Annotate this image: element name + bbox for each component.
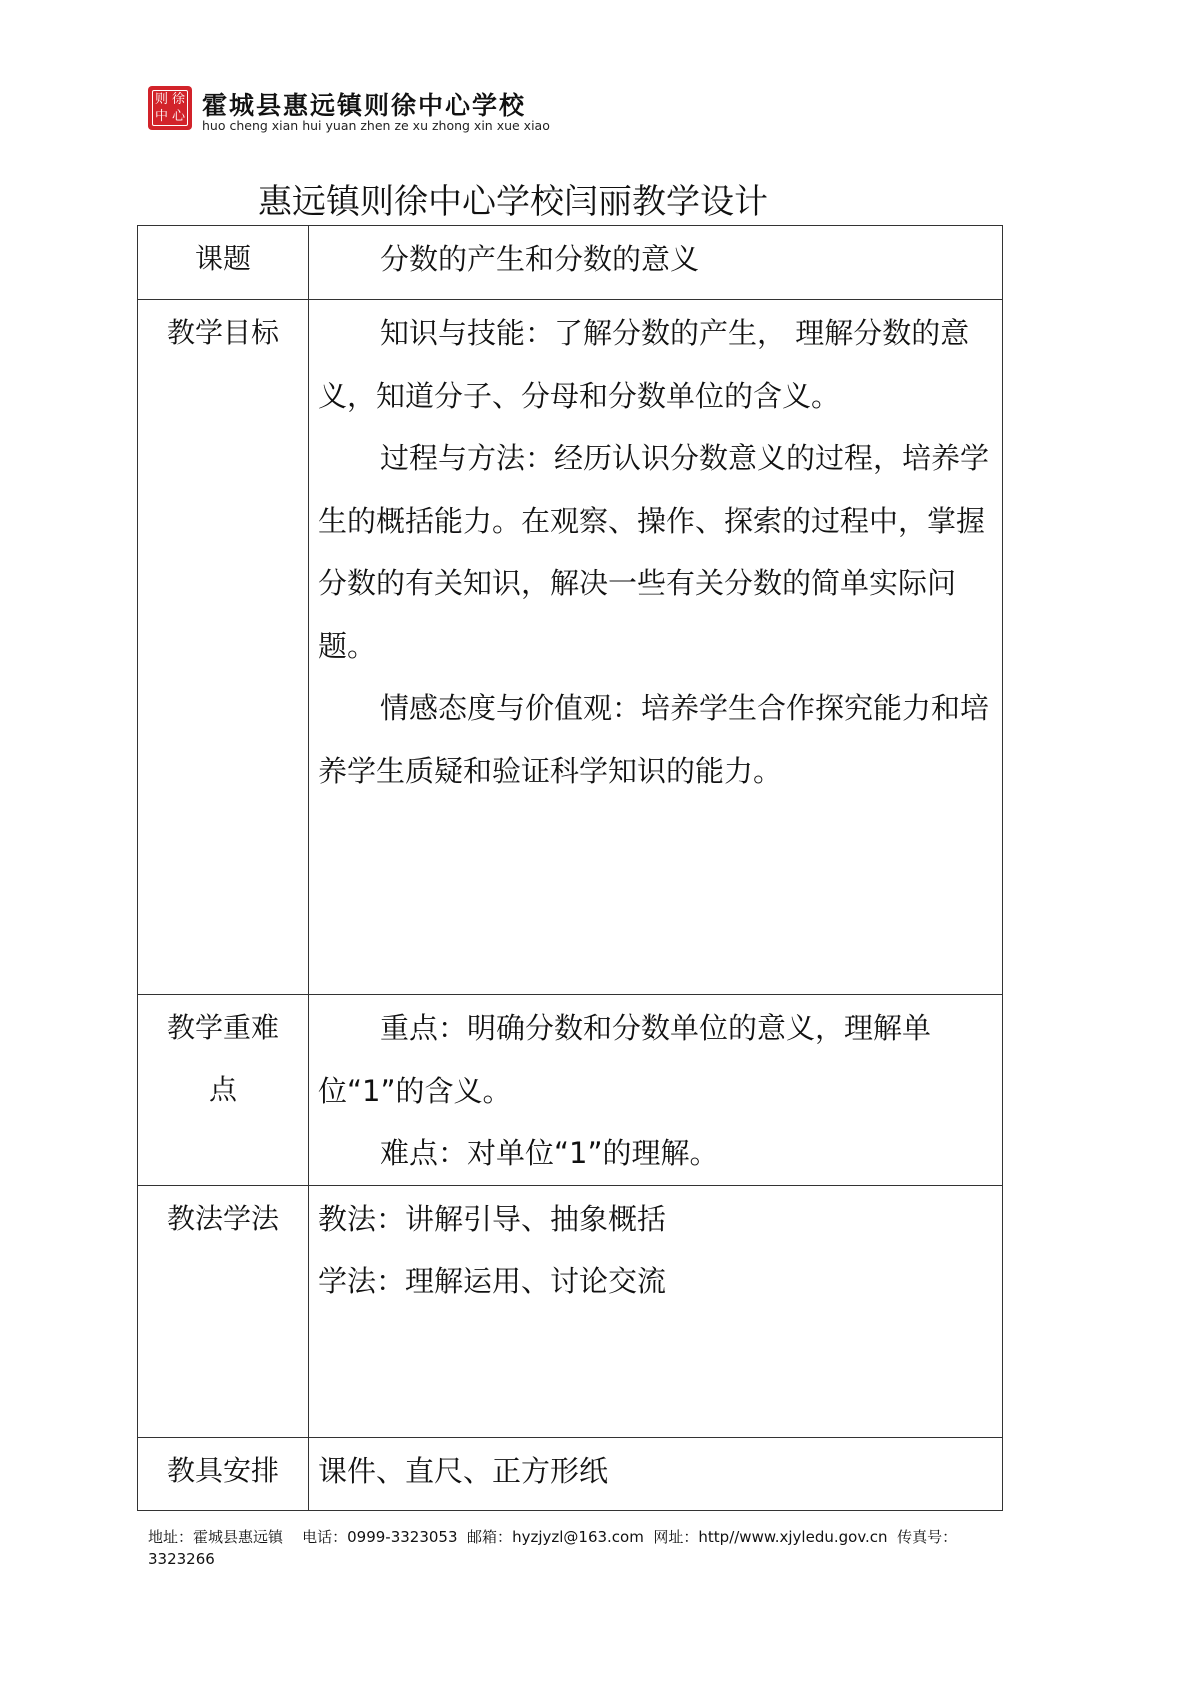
school-pinyin: huo cheng xian hui yuan zhen ze xu zhong xin xue xiao (202, 118, 550, 133)
footer-address: 地址：霍城县惠远镇 (148, 1528, 284, 1546)
goals-label: 教学目标 (138, 300, 309, 995)
tools-label: 教具安排 (138, 1437, 309, 1510)
topic-text: 分数的产生和分数的意义 (380, 242, 700, 276)
document-title: 惠远镇则徐中心学校闫丽教学设计 (258, 182, 768, 222)
seal-char: 徐 (171, 92, 185, 107)
footer-fax: 3323266 (148, 1550, 215, 1568)
methods-label: 教法学法 (138, 1185, 309, 1437)
footer-email[interactable]: hyzjyzl@163.com (512, 1528, 644, 1546)
topic-label: 课题 (138, 226, 309, 300)
seal-char: 心 (171, 109, 185, 124)
teaching-method: 教法：讲解引导、抽象概括 (318, 1201, 667, 1236)
school-header (148, 86, 748, 136)
lesson-plan-table (137, 225, 1003, 1511)
footer-phone: 0999-3323053 (347, 1528, 458, 1546)
seal-char: 则 (154, 92, 168, 107)
difficulty-point: 难点：对单位“1”的理解。 (380, 1136, 719, 1170)
key-points-label-line2: 点 (208, 1073, 237, 1106)
key-points-label (138, 995, 309, 1186)
footer-website[interactable]: http//www.xjyledu.gov.cn (698, 1528, 888, 1546)
goal-emotion: 情感态度与价值观：培养学生合作探究能力和培养学生质疑和验证科学知识的能力。 (318, 691, 990, 788)
table-row-key-points (138, 995, 1003, 1186)
goals-cell (309, 300, 1003, 995)
methods-cell (309, 1185, 1003, 1437)
school-seal-logo (148, 86, 192, 130)
school-name: 霍城县惠远镇则徐中心学校 (202, 91, 527, 120)
learning-method: 学法：理解运用、讨论交流 (318, 1264, 667, 1298)
table-row-methods (138, 1185, 1003, 1437)
footer-website-label: 网址： (653, 1528, 699, 1546)
table-row-goals (138, 300, 1003, 995)
footer-fax-label: 传真号： (897, 1528, 958, 1546)
key-points-label-line1: 教学重难 (166, 1011, 279, 1044)
footer-email-label: 邮箱： (467, 1528, 513, 1546)
tools-text: 课件、直尺、正方形纸 (318, 1453, 609, 1488)
key-point: 重点：明确分数和分数单位的意义，理解单位“1”的含义。 (318, 1011, 932, 1108)
table-row-tools (138, 1437, 1003, 1510)
table-row-topic (138, 226, 1003, 300)
footer-phone-label: 电话： (302, 1528, 348, 1546)
key-points-cell (309, 995, 1003, 1186)
goal-process: 过程与方法：经历认识分数意义的过程，培养学生的概括能力。在观察、操作、探索的过程中，掌握分数的有关知识，解决一些有关分数的简单实际问题。 (318, 441, 990, 663)
tools-cell (309, 1437, 1003, 1510)
seal-char: 中 (154, 109, 168, 124)
topic-cell (309, 226, 1003, 300)
page-footer (148, 1526, 1028, 1570)
goal-knowledge: 知识与技能：了解分数的产生， 理解分数的意义，知道分子、分母和分数单位的含义。 (318, 316, 970, 413)
